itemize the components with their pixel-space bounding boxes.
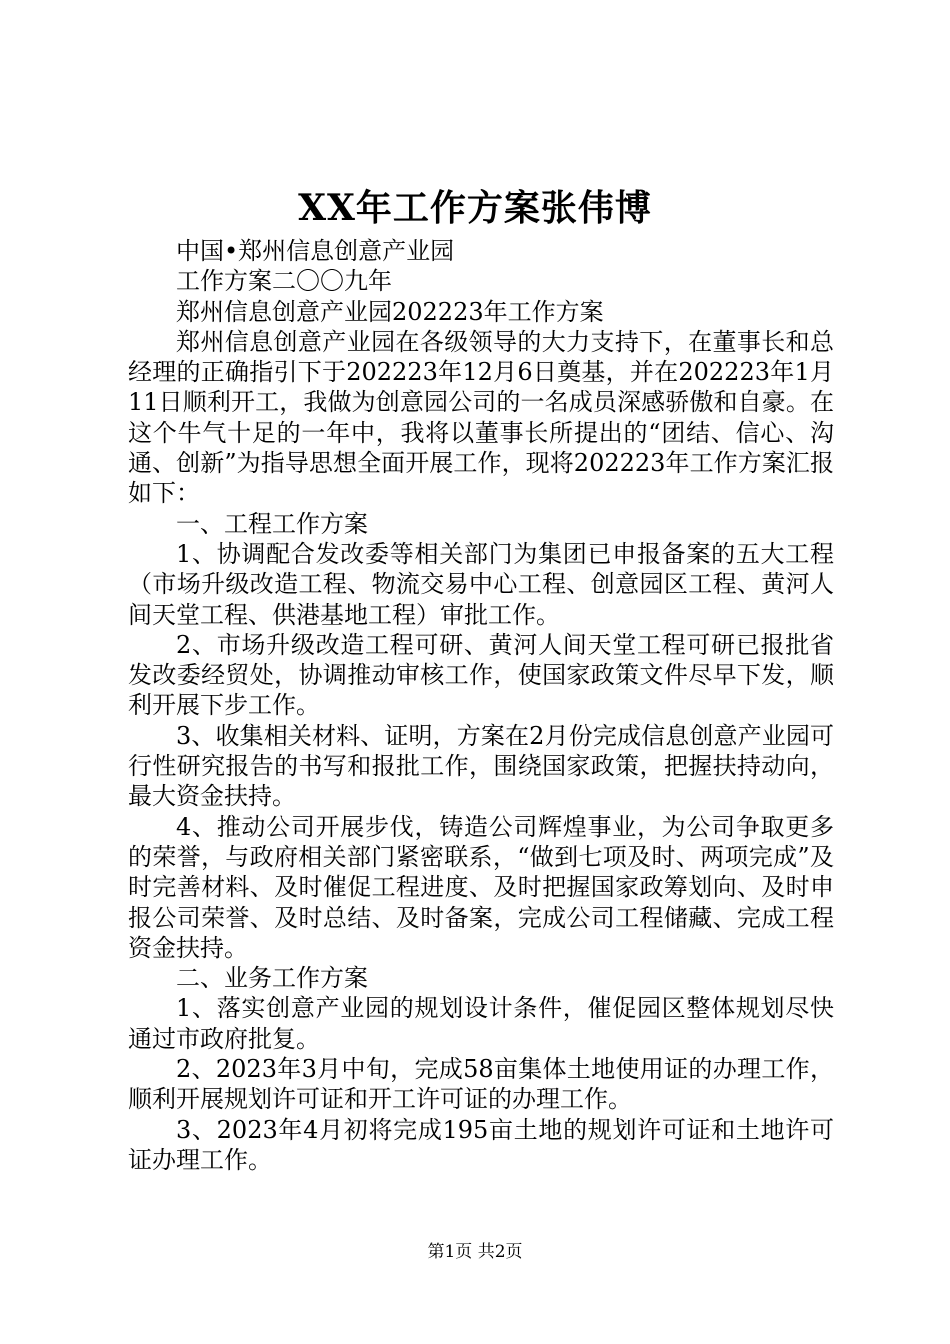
paragraph-business-2: 2、2023年3月中旬，完成58亩集体土地使用证的办理工作，顺利开展规划许可证和开工许可证的办理工作。 <box>128 1055 834 1114</box>
paragraph-engineering-3: 3、收集相关材料、证明，方案在2月份完成信息创意产业园可行性研究报告的书写和报批工作，围绕国家政策，把握扶持动向，最大资金扶持。 <box>128 721 834 811</box>
paragraph-plan-heading: 郑州信息创意产业园202223年工作方案 <box>176 297 604 326</box>
paragraph-business-1: 1、落实创意产业园的规划设计条件，催促园区整体规划尽快通过市政府批复。 <box>128 994 834 1053</box>
document-title: XX年工作方案张伟博 <box>298 187 652 229</box>
paragraph-engineering-2: 2、市场升级改造工程可研、黄河人间天堂工程可研已报批省发改委经贸处，协调推动审核工作，使国家政策文件尽早下发，顺利开展下步工作。 <box>128 630 834 720</box>
page-footer: 第1页 共2页 <box>427 1242 523 1262</box>
paragraph-plan-year: 工作方案二〇〇九年 <box>176 267 392 296</box>
section-heading-business: 二、业务工作方案 <box>176 964 368 993</box>
section-heading-engineering: 一、工程工作方案 <box>176 509 368 538</box>
document-body <box>128 236 834 1175</box>
paragraph-intro: 郑州信息创意产业园在各级领导的大力支持下，在董事长和总经理的正确指引下于202223年12月6日奠基，并在202223年1月11日顺利开工，我做为创意园公司的一名成员深感骄傲和自豪。在这个牛气十足的一年中，我将以董事长所提出的“团结、信心、沟通、创新”为指导思想全面开展工作，现将202223年工作方案汇报如下： <box>128 327 834 508</box>
paragraph-location: 中国•郑州信息创意产业园 <box>176 237 455 265</box>
paragraph-engineering-4: 4、推动公司开展步伐，铸造公司辉煌事业，为公司争取更多的荣誉，与政府相关部门紧密联系，“做到七项及时、两项完成”及时完善材料、及时催促工程进度、及时把握国家政筹划向、及时申报公司荣誉、及时总结、及时备案，完成公司工程储藏、完成工程资金扶持。 <box>128 812 834 962</box>
paragraph-business-3: 3、2023年4月初将完成195亩土地的规划许可证和土地许可证办理工作。 <box>128 1115 834 1174</box>
paragraph-engineering-1: 1、协调配合发改委等相关部门为集团已申报备案的五大工程（市场升级改造工程、物流交易中心工程、创意园区工程、黄河人间天堂工程、供港基地工程）审批工作。 <box>128 539 834 629</box>
